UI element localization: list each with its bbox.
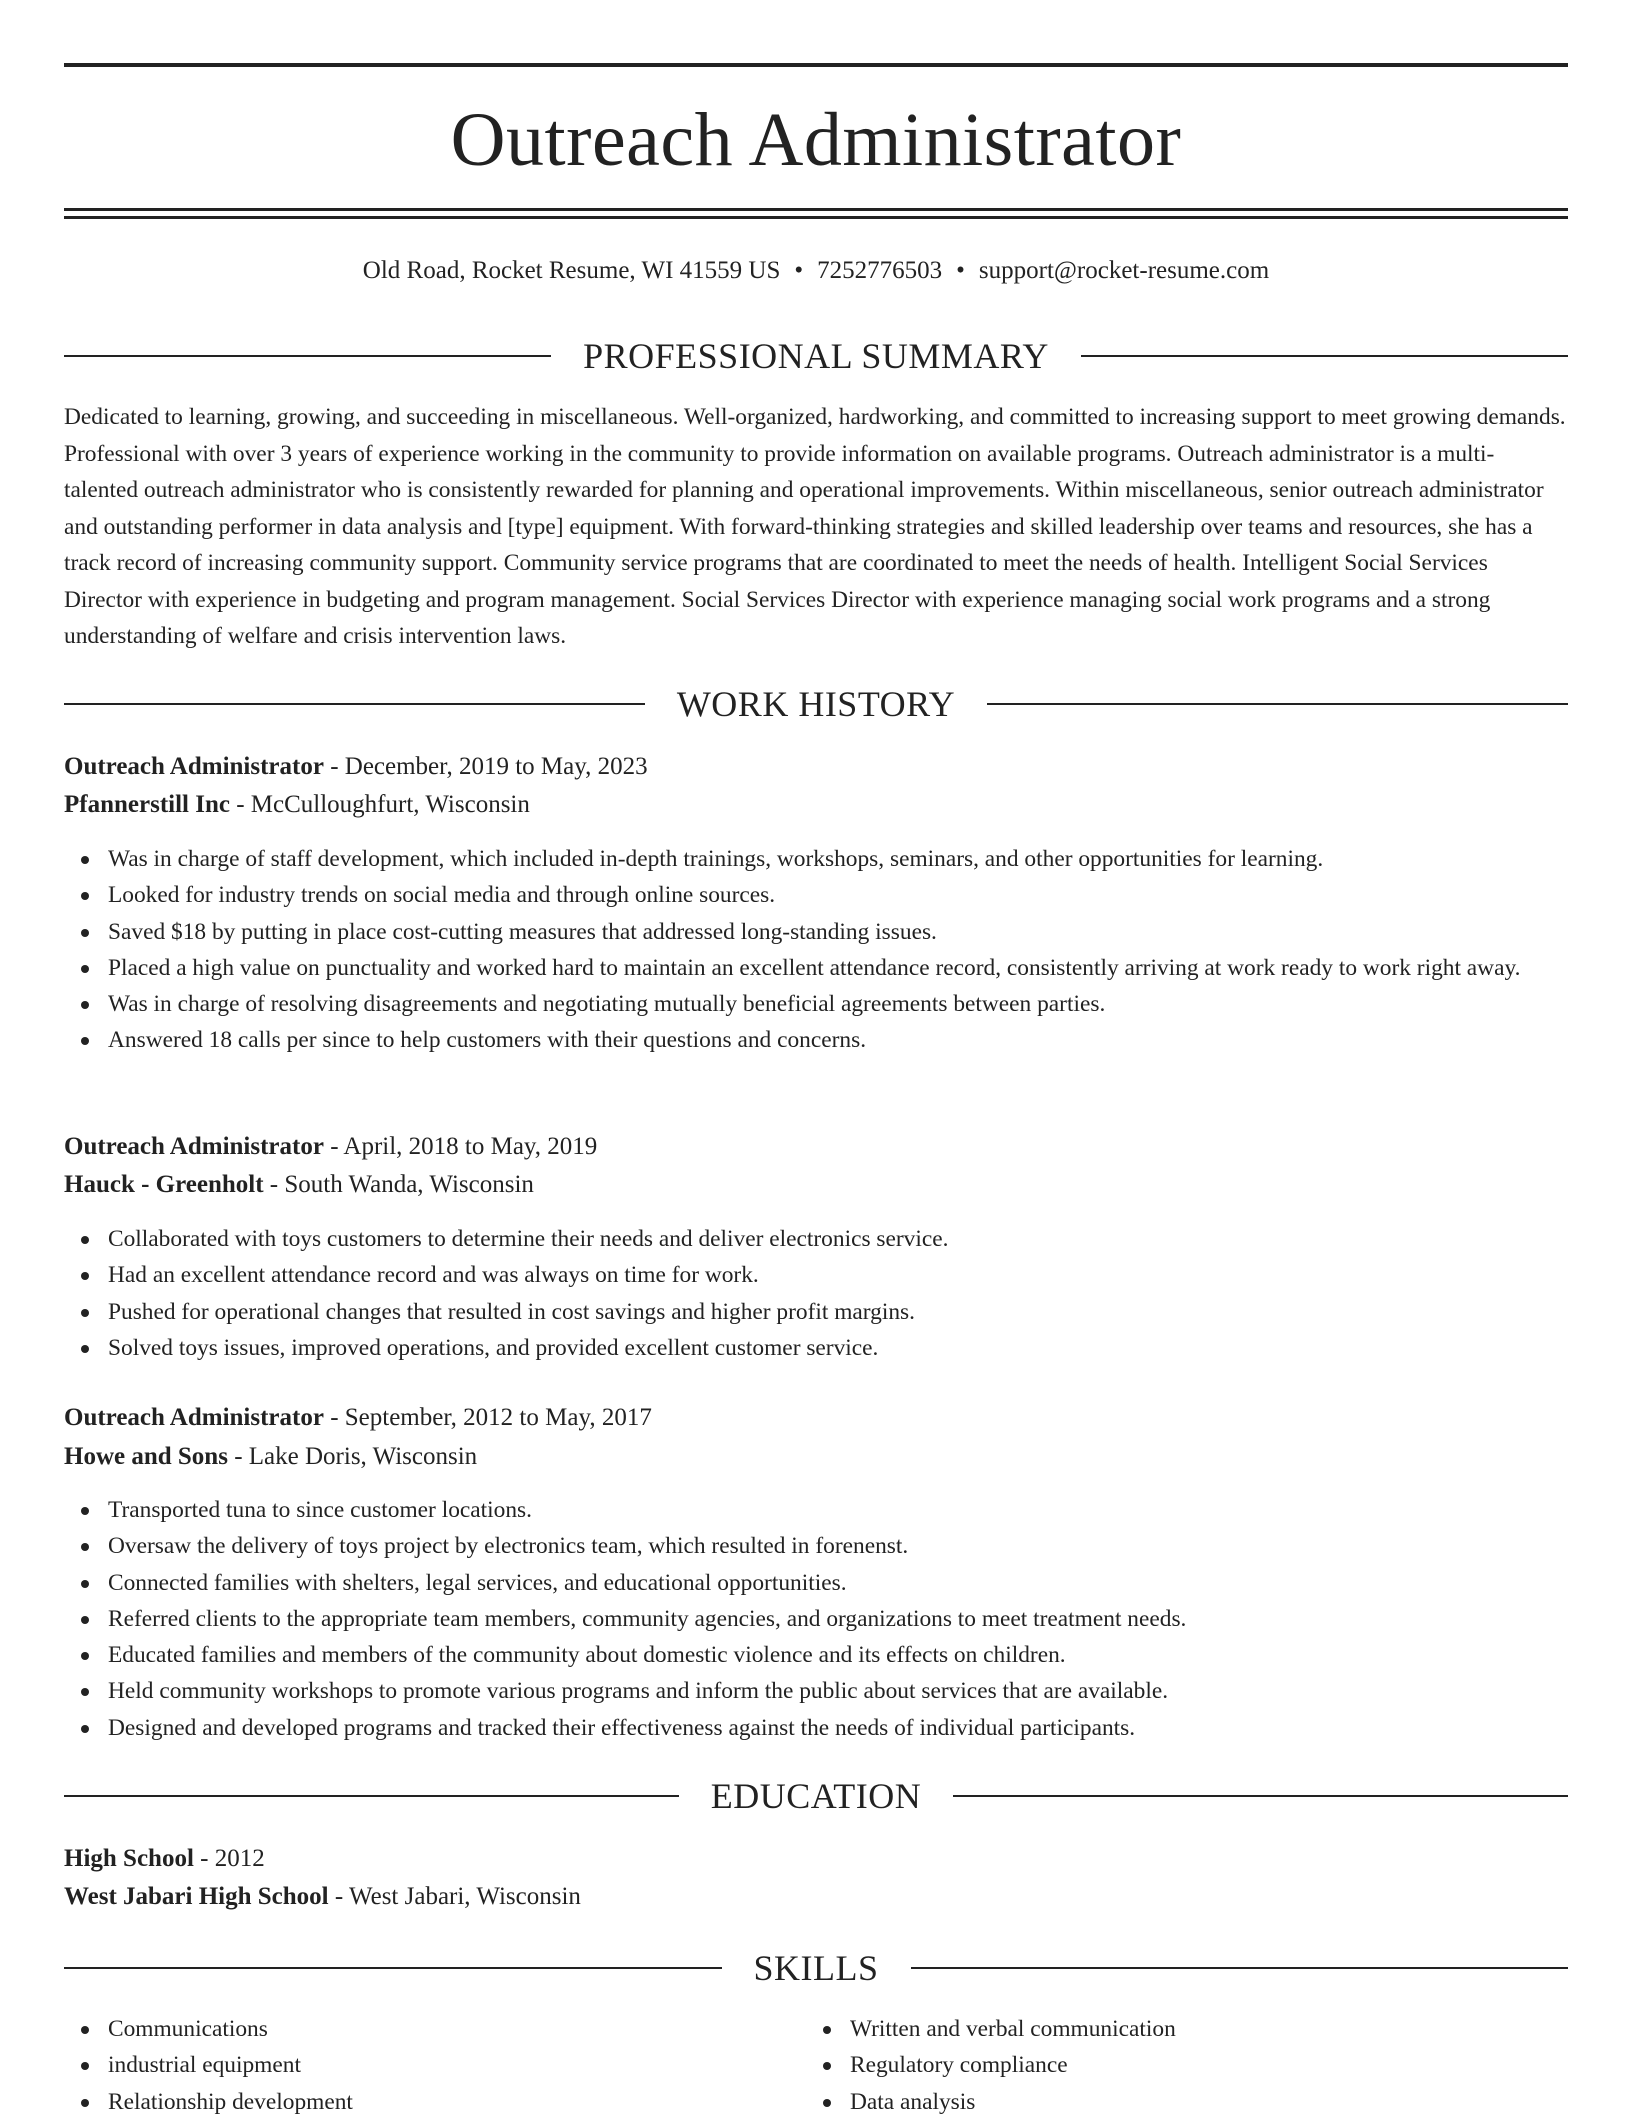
- bullet-icon: [81, 2099, 89, 2107]
- list-item: Relationship development: [64, 2084, 1568, 2120]
- heading-rule: [64, 703, 645, 705]
- heading-rule: [987, 703, 1568, 705]
- list-item: Regulatory compliance: [806, 2047, 1632, 2083]
- section-title: SKILLS: [753, 1948, 879, 1988]
- bullet-icon: [81, 2026, 89, 2034]
- list-item: Educated families and members of the community about domestic violence and its effects on children.: [64, 1637, 1568, 1673]
- list-item: Held community workshops to promote various programs and inform the public about services that are available.: [64, 1673, 1568, 1709]
- education-location: - West Jabari, Wisconsin: [328, 1883, 581, 1910]
- job-bullet-list: [64, 1221, 1568, 1366]
- list-item: Saved $18 by putting in place cost-cutting measures that addressed long-standing issues.: [64, 914, 1568, 950]
- education-degree-line: [64, 1842, 1568, 1876]
- bullet-icon: [81, 1236, 89, 1244]
- job-location: - Lake Doris, Wisconsin: [227, 1443, 478, 1470]
- list-item: Written and verbal communication: [806, 2011, 1632, 2047]
- bullet-icon: [81, 1652, 89, 1660]
- job-company: Howe and Sons: [64, 1443, 228, 1470]
- job-title-line: [64, 1401, 1568, 1435]
- bullet-icon: [81, 1309, 89, 1317]
- section-heading-skills: [64, 1946, 1568, 1990]
- list-item: Referred clients to the appropriate team members, community agencies, and organizations to meet treatment needs.: [64, 1601, 1568, 1637]
- job-bullet-list: [64, 841, 1568, 1059]
- bullet-icon: [823, 2062, 831, 2070]
- bullet-icon: [823, 2099, 831, 2107]
- job-company-line: [64, 1440, 1568, 1474]
- job-company-line: [64, 788, 1568, 822]
- bullet-icon: [81, 1345, 89, 1353]
- job-location: - South Wanda, Wisconsin: [263, 1171, 534, 1198]
- bullet-icon: [81, 892, 89, 900]
- skills-list-right: [806, 2011, 1632, 2120]
- section-title: EDUCATION: [710, 1776, 922, 1816]
- list-item: Had an excellent attendance record and was always on time for work.: [64, 1257, 1568, 1293]
- bullet-icon: [81, 1688, 89, 1696]
- list-item: Answered 18 calls per since to help customers with their questions and concerns.: [64, 1022, 1568, 1058]
- contact-separator: •: [956, 257, 965, 284]
- job-title-line: [64, 1130, 1568, 1164]
- job-title: Outreach Administrator: [64, 1404, 324, 1431]
- list-item: Collaborated with toys customers to determine their needs and deliver electronics service.: [64, 1221, 1568, 1257]
- contact-separator: •: [794, 257, 804, 284]
- bullet-icon: [81, 965, 89, 973]
- list-item: Was in charge of resolving disagreements and negotiating mutually beneficial agreements between parties.: [64, 986, 1568, 1022]
- job-location: - McCulloughfurt, Wisconsin: [229, 791, 530, 818]
- job-dates: - April, 2018 to May, 2019: [323, 1133, 598, 1160]
- contact-address: Old Road, Rocket Resume, WI 41559 US: [362, 257, 781, 284]
- list-item: Solved toys issues, improved operations, and provided excellent customer service.: [64, 1330, 1568, 1366]
- list-item: Transported tuna to since customer locations.: [64, 1492, 1568, 1528]
- job-title-line: [64, 750, 1568, 784]
- list-item: Pushed for operational changes that resulted in cost savings and higher profit margins.: [64, 1294, 1568, 1330]
- heading-rule: [64, 355, 551, 357]
- bullet-icon: [81, 1616, 89, 1624]
- list-item: Was in charge of staff development, which included in-depth trainings, workshops, seminars, and other opportunities for learning.: [64, 841, 1568, 877]
- list-item: Data analysis: [806, 2084, 1632, 2120]
- bullet-icon: [81, 1001, 89, 1009]
- section-heading-work: [64, 682, 1568, 726]
- list-item: Looked for industry trends on social media and through online sources.: [64, 877, 1568, 913]
- contact-email[interactable]: support@rocket-resume.com: [978, 257, 1270, 284]
- bullet-icon: [81, 929, 89, 937]
- list-item: industrial equipment: [64, 2047, 1568, 2083]
- bullet-icon: [81, 1580, 89, 1588]
- list-item: Connected families with shelters, legal services, and educational opportunities.: [64, 1565, 1568, 1601]
- contact-phone: 7252776503: [817, 257, 943, 284]
- bullet-icon: [81, 2062, 89, 2070]
- job-company-line: [64, 1168, 1568, 1202]
- bullet-icon: [81, 1507, 89, 1515]
- heading-rule: [64, 1967, 722, 1969]
- education-degree: High School: [64, 1845, 194, 1872]
- job-company: Pfannerstill Inc: [64, 791, 230, 818]
- job-company: Hauck - Greenholt: [64, 1171, 264, 1198]
- contact-line: [64, 254, 1568, 288]
- education-year: - 2012: [193, 1845, 265, 1872]
- education-school: West Jabari High School: [64, 1883, 329, 1910]
- job-dates: - September, 2012 to May, 2017: [323, 1404, 652, 1431]
- job-bullet-list: [64, 1492, 1568, 1746]
- bullet-icon: [823, 2026, 831, 2034]
- list-item: Oversaw the delivery of toys project by electronics team, which resulted in forenenst.: [64, 1528, 1568, 1564]
- bullet-icon: [81, 1037, 89, 1045]
- bullet-icon: [81, 1725, 89, 1733]
- bullet-icon: [81, 1543, 89, 1551]
- job-title: Outreach Administrator: [64, 1133, 324, 1160]
- section-title: WORK HISTORY: [676, 684, 956, 724]
- title-rule-lower: [64, 216, 1568, 219]
- bullet-icon: [81, 1272, 89, 1280]
- summary-paragraph: Dedicated to learning, growing, and succeeding in miscellaneous. Well-organized, hardworking, and committed to increasing support to meet growing demands. Professional with over 3 years of experience working in the community to provide information on available programs. Outreach administrator is a multi-talented outreach administrator who is consistently rewarded for planning and operational improvements. Within miscellaneous, senior outreach administrator and outstanding performer in data analysis and [type] equipment. With forward-thinking strategies and skilled leadership over teams and resources, she has a track record of increasing community support. Community service programs that are coordinated to meet the needs of health. Intelligent Social Services Director with experience in budgeting and program management. Social Services Director with experience managing social work programs and a strong understanding of welfare and crisis intervention laws.: [64, 404, 1566, 649]
- bullet-icon: [81, 856, 89, 864]
- title-rule-upper: [64, 208, 1568, 211]
- section-heading-education: [64, 1774, 1568, 1818]
- heading-rule: [953, 1795, 1568, 1797]
- heading-rule: [64, 1795, 679, 1797]
- list-item: Placed a high value on punctuality and worked hard to maintain an excellent attendance record, consistently arriving at work ready to work right away.: [64, 950, 1568, 986]
- job-dates: - December, 2019 to May, 2023: [323, 753, 648, 780]
- section-title: PROFESSIONAL SUMMARY: [583, 336, 1049, 376]
- resume-title: Outreach Administrator: [450, 98, 1182, 182]
- top-rule: [64, 63, 1568, 67]
- heading-rule: [911, 1967, 1569, 1969]
- education-school-line: [64, 1880, 1568, 1914]
- section-heading-summary: [64, 334, 1568, 378]
- job-title: Outreach Administrator: [64, 753, 324, 780]
- heading-rule: [1081, 355, 1568, 357]
- list-item: Designed and developed programs and tracked their effectiveness against the needs of individual participants.: [64, 1710, 1568, 1746]
- list-item: Communications: [64, 2011, 1568, 2047]
